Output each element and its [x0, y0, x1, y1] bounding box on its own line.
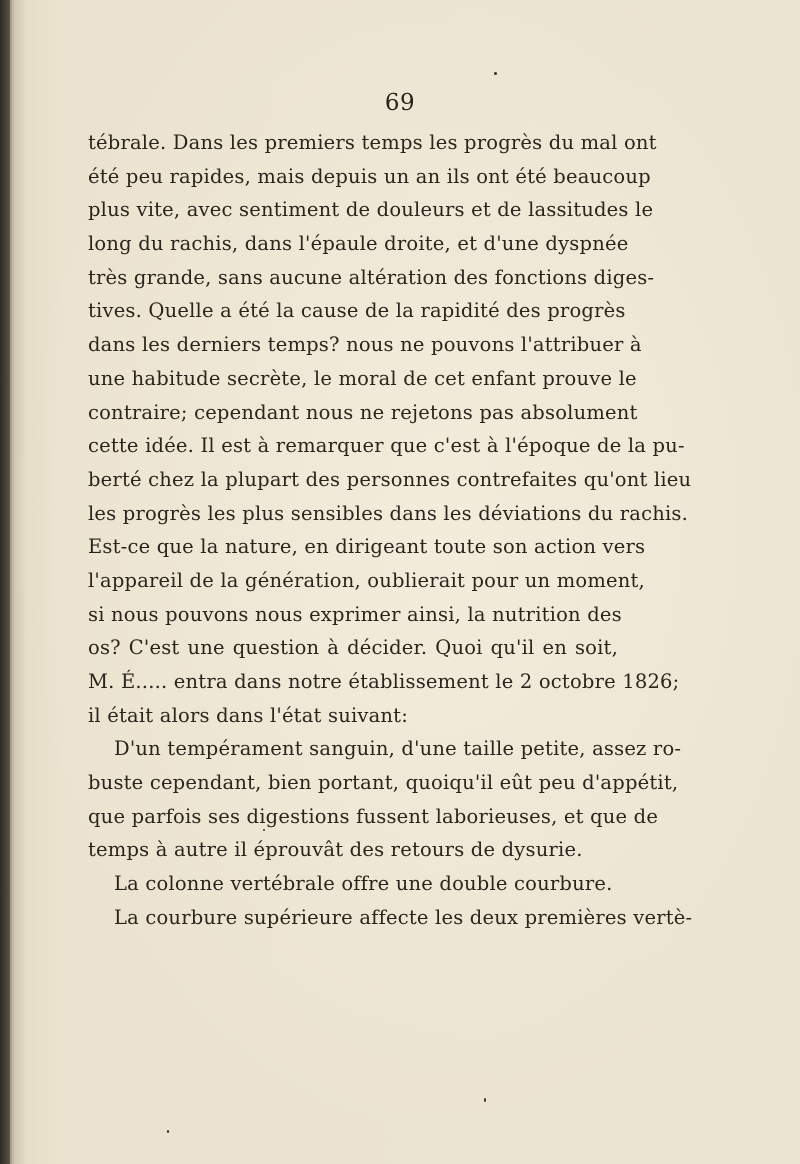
text-line: que parfois ses digestions fussent laborieuses, et que de	[88, 804, 659, 828]
text-line: La courbure supérieure affecte les deux premières vertè-	[114, 905, 693, 929]
text-line: si nous pouvons nous exprimer ainsi, la nutrition des	[88, 602, 622, 626]
text-line: plus vite, avec sentiment de douleurs et de lassitudes le	[88, 198, 654, 222]
body-text	[88, 126, 693, 935]
paper-speck	[494, 72, 497, 75]
text-line: une habitude secrète, le moral de cet enfant prouve le	[88, 366, 637, 390]
text-line: berté chez la plupart des personnes contrefaites qu'ont lieu	[88, 467, 692, 491]
paper-speck	[263, 829, 265, 831]
text-line: os? C'est une question à décider. Quoi qu'il en soit,	[88, 636, 618, 660]
text-line: long du rachis, dans l'épaule droite, et d'une dyspnée	[88, 232, 629, 256]
text-line: cette idée. Il est à remarquer que c'est à l'époque de la pu-	[88, 434, 685, 458]
text-line: l'appareil de la génération, oublierait pour un moment,	[88, 568, 645, 592]
paper-speck	[167, 1130, 169, 1133]
paper-speck	[484, 1098, 486, 1102]
text-line: D'un tempérament sanguin, d'une taille petite, assez ro-	[114, 737, 682, 761]
text-line: tives. Quelle a été la cause de la rapidité des progrès	[88, 299, 626, 323]
binding-edge	[0, 0, 10, 1164]
page-number: 69	[384, 90, 416, 116]
text-line: dans les derniers temps? nous ne pouvons l'attribuer à	[88, 333, 642, 357]
text-line: été peu rapides, mais depuis un an ils ont été beaucoup	[88, 164, 651, 188]
text-line: très grande, sans aucune altération des fonctions diges-	[88, 265, 655, 289]
text-line: les progrès les plus sensibles dans les déviations du rachis.	[88, 501, 688, 525]
text-line: temps à autre il éprouvât des retours de dysurie.	[88, 838, 583, 862]
text-line: M. É..... entra dans notre établissement le 2 octobre 1826;	[88, 670, 680, 693]
text-line: tébrale. Dans les premiers temps les progrès du mal ont	[88, 131, 657, 154]
text-line: Est-ce que la nature, en dirigeant toute son action vers	[88, 535, 646, 559]
text-line: La colonne vertébrale offre une double courbure.	[114, 872, 613, 896]
text-line: buste cependant, bien portant, quoiqu'il eût peu d'appétit,	[88, 771, 679, 795]
text-line: il était alors dans l'état suivant:	[88, 703, 408, 727]
text-line: contraire; cependant nous ne rejetons pas absolument	[88, 400, 638, 424]
